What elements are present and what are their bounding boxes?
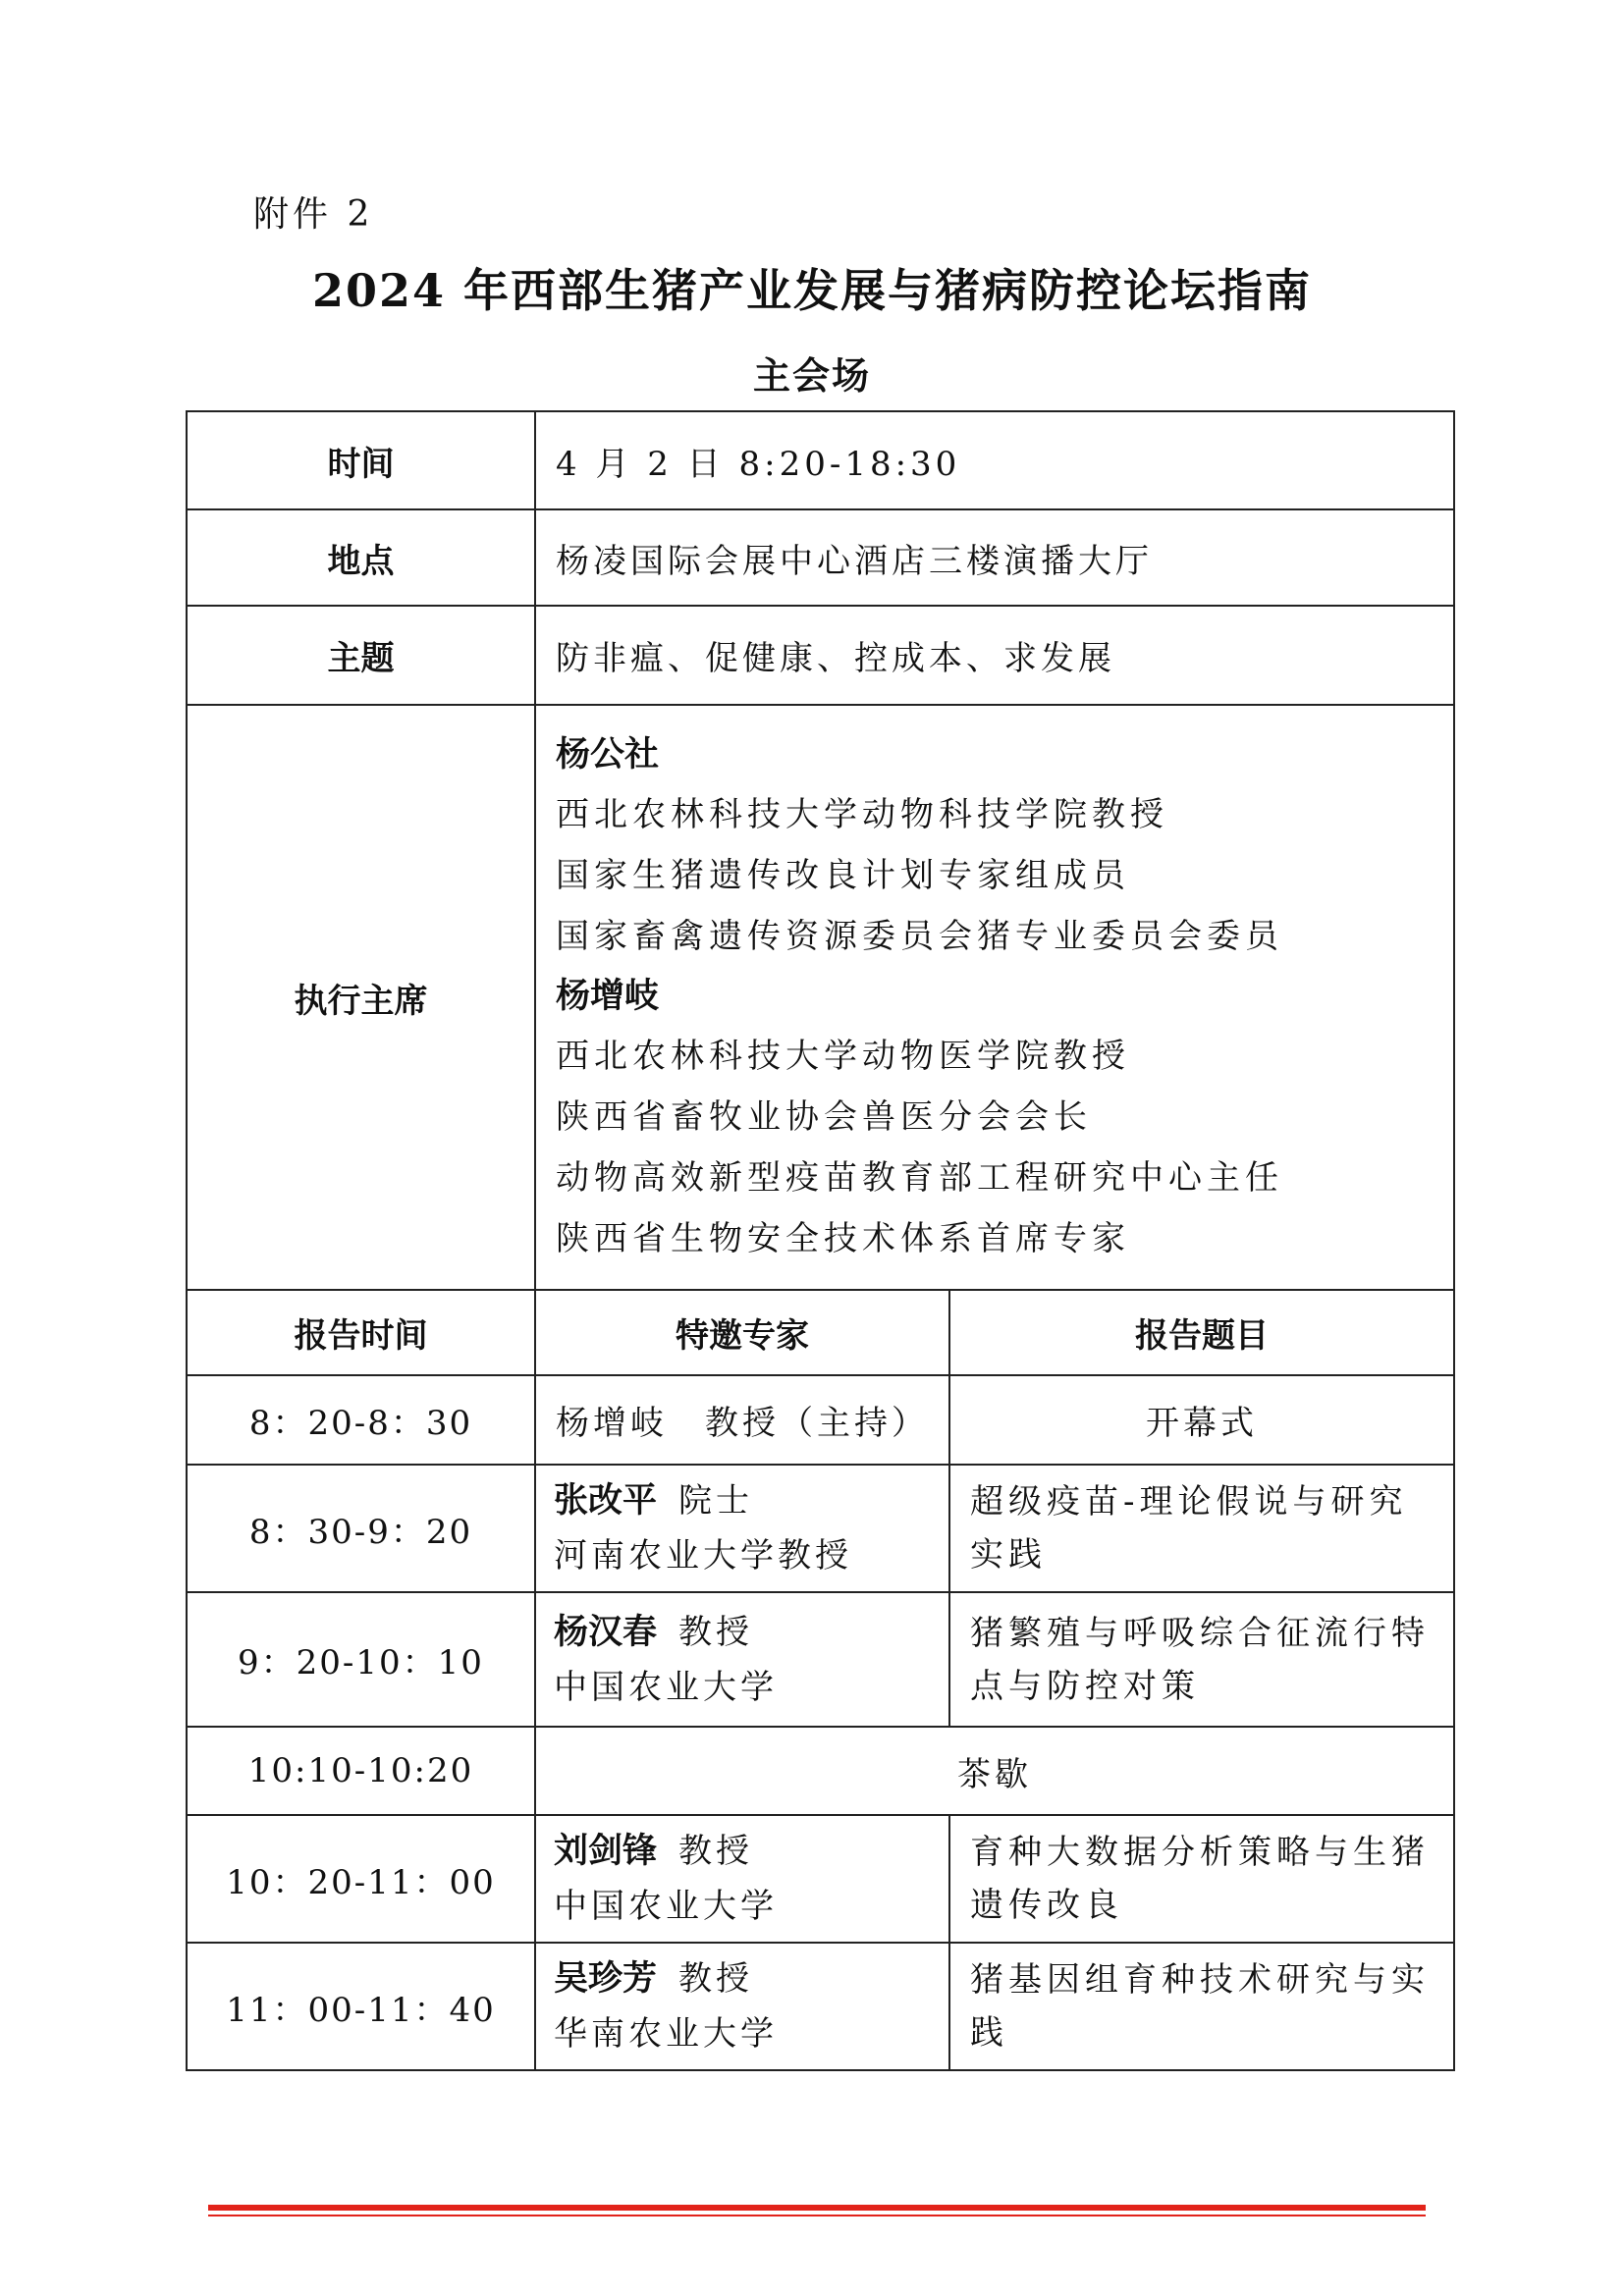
speaker-rank: 教授 [678, 1959, 754, 1999]
chair-name: 杨增岐 [556, 977, 660, 1016]
chair-title: 动物高效新型疫苗教育部工程研究中心主任 [556, 1158, 1283, 1198]
session-speaker [535, 1465, 949, 1592]
schedule-row [187, 1592, 1454, 1727]
schedule-row [187, 1375, 1454, 1465]
speaker-rank: 教授 [678, 1832, 754, 1871]
chair-name: 杨公社 [556, 735, 660, 774]
chair-title: 国家生猪遗传改良计划专家组成员 [556, 856, 1130, 895]
session-time: 10：20-11：00 [187, 1815, 535, 1943]
session-speaker [535, 1815, 949, 1943]
session-time: 8：20-8：30 [187, 1375, 535, 1465]
session-topic: 猪繁殖与呼吸综合征流行特点与防控对策 [949, 1592, 1454, 1727]
chair-title: 陕西省生物安全技术体系首席专家 [556, 1219, 1130, 1258]
chair-row [187, 705, 1454, 1290]
speaker-institution: 中国农业大学 [554, 1667, 778, 1707]
schedule-row [187, 1727, 1454, 1815]
header-time: 报告时间 [187, 1290, 535, 1375]
footer-rule-thin [208, 2215, 1426, 2216]
speaker-institution: 河南农业大学教授 [554, 1536, 852, 1575]
schedule-header-row [187, 1290, 1454, 1375]
time-value: 4 月 2 日 8:20-18:30 [535, 411, 1454, 509]
venue-title: 主会场 [752, 353, 871, 398]
schedule-row [187, 1943, 1454, 2070]
chair-list [535, 705, 1454, 1290]
session-speaker [535, 1943, 949, 2070]
place-label: 地点 [187, 509, 535, 606]
attachment-label: 附件 2 [253, 194, 374, 235]
theme-value: 防非瘟、促健康、控成本、求发展 [535, 606, 1454, 705]
chair-title: 陕西省畜牧业协会兽医分会会长 [556, 1097, 1092, 1137]
session-speaker: 杨增岐 教授（主持） [535, 1375, 949, 1465]
agenda-table [186, 410, 1455, 2071]
speaker-name: 张改平 [554, 1481, 658, 1521]
break-label: 茶歇 [535, 1727, 1454, 1815]
chair-title: 西北农林科技大学动物医学院教授 [556, 1037, 1130, 1076]
speaker-name: 杨汉春 [554, 1612, 658, 1652]
speaker-rank: 教授 [678, 1612, 754, 1652]
footer-rule-thick [208, 2205, 1426, 2211]
schedule-row [187, 1815, 1454, 1943]
time-label: 时间 [187, 411, 535, 509]
session-time: 9：20-10：10 [187, 1592, 535, 1727]
place-row [187, 509, 1454, 606]
schedule-row [187, 1465, 1454, 1592]
place-value: 杨凌国际会展中心酒店三楼演播大厅 [535, 509, 1454, 606]
theme-label: 主题 [187, 606, 535, 705]
session-topic: 育种大数据分析策略与生猪遗传改良 [949, 1815, 1454, 1943]
session-time: 11：00-11：40 [187, 1943, 535, 2070]
header-topic: 报告题目 [949, 1290, 1454, 1375]
session-speaker [535, 1592, 949, 1727]
speaker-name: 刘剑锋 [554, 1832, 658, 1871]
session-time: 10:10-10:20 [187, 1727, 535, 1815]
session-time: 8：30-9：20 [187, 1465, 535, 1592]
time-row [187, 411, 1454, 509]
session-topic: 开幕式 [949, 1375, 1454, 1465]
speaker-rank: 院士 [678, 1481, 754, 1521]
theme-row [187, 606, 1454, 705]
header-speaker: 特邀专家 [535, 1290, 949, 1375]
chair-title: 国家畜禽遗传资源委员会猪专业委员会委员 [556, 917, 1283, 956]
chair-label: 执行主席 [187, 705, 535, 1290]
speaker-institution: 中国农业大学 [554, 1887, 778, 1926]
session-topic: 猪基因组育种技术研究与实践 [949, 1943, 1454, 2070]
speaker-institution: 华南农业大学 [554, 2014, 778, 2054]
chair-title: 西北农林科技大学动物科技学院教授 [556, 795, 1168, 834]
document-title: 2024 年西部生猪产业发展与猪病防控论坛指南 [311, 264, 1313, 317]
session-topic: 超级疫苗-理论假说与研究实践 [949, 1465, 1454, 1592]
speaker-name: 吴珍芳 [554, 1959, 658, 1999]
